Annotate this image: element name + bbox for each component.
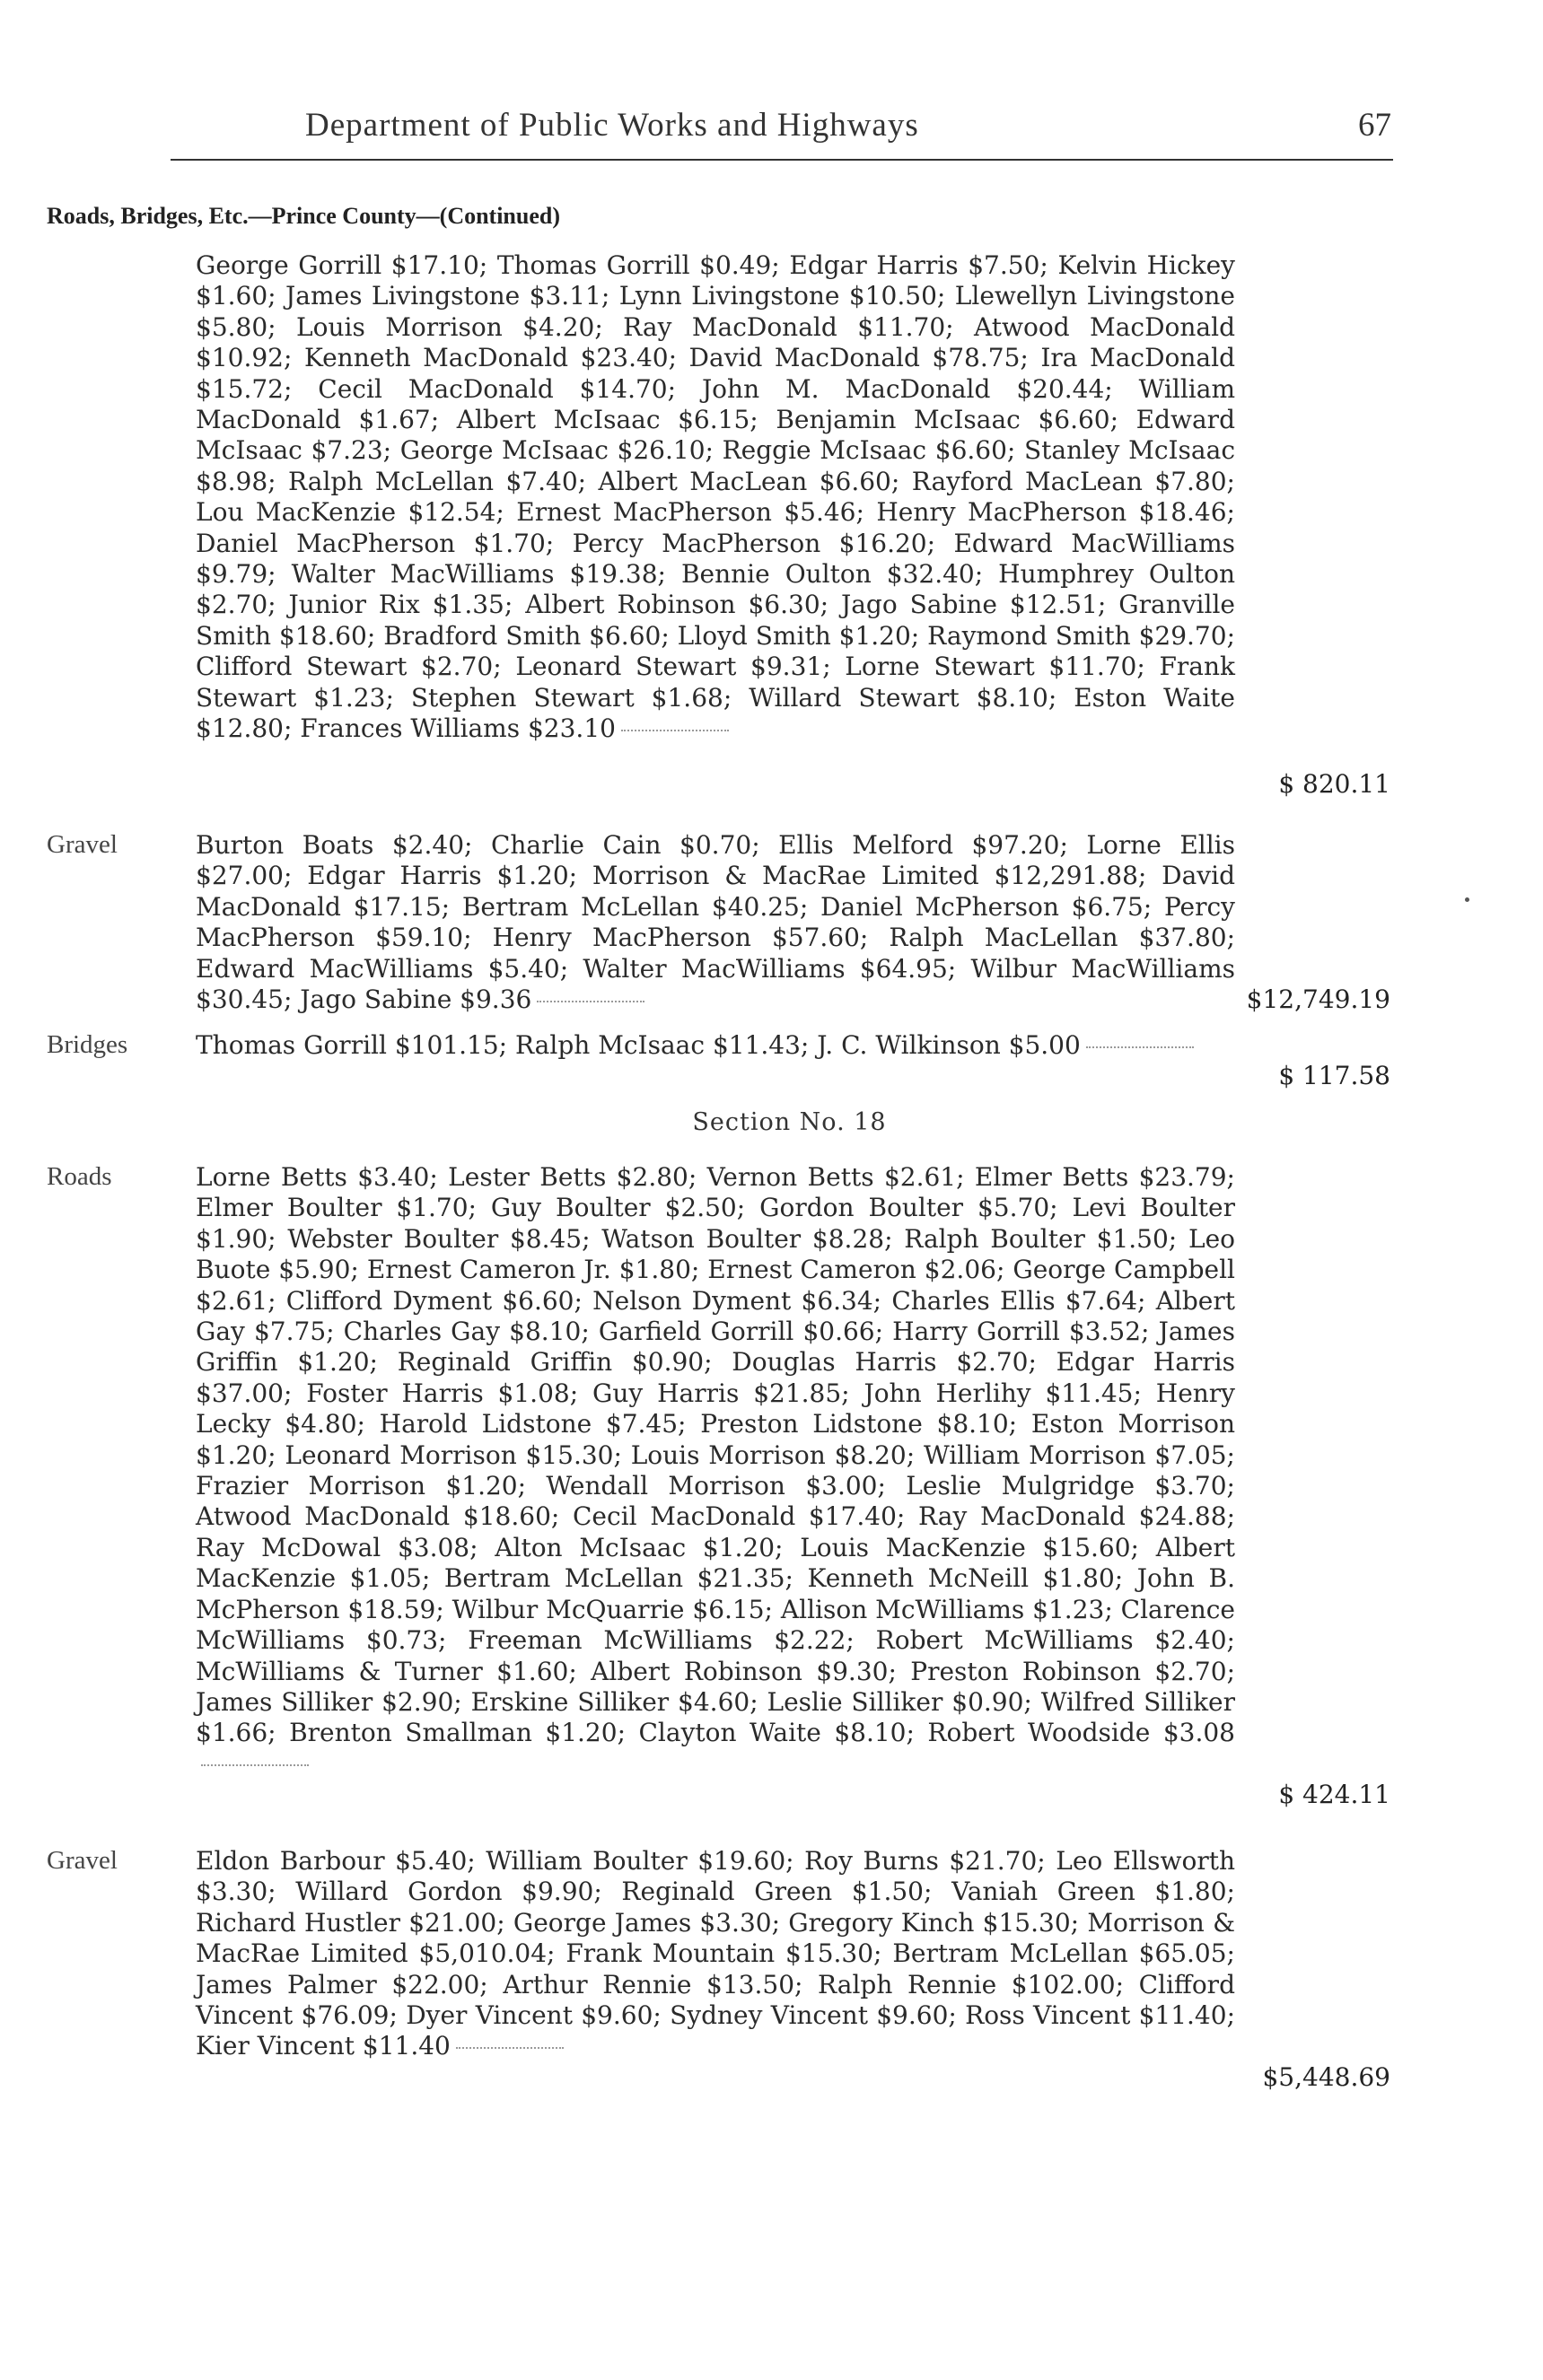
entry-total: $ 424.11	[1278, 1780, 1390, 1809]
dot-leader	[537, 1001, 644, 1002]
entry-text: Lorne Betts $3.40; Lester Betts $2.80; Vernon Betts $2.61; Elmer Betts $23.79; Elmer Boulter $1.70; Guy Boulter $2.50; Gordon Boulter $5.70; Levi Boulter $1.90; Webster Boulter $8.45; Watson Boulter $8.28; Ralph Boulter $1.50; Leo Buote $5.90; Ernest Cameron Jr. $1.80; Ernest Cameron $2.06; George Campbell $2.61; Clifford Dyment $6.60; Nelson Dyment $6.34; Charles Ellis $7.64; Albert Gay $7.75; Charles Gay $8.10; Garfield Gorrill $0.66; Harry Gorrill $3.52; James Griffin $1.20; Reginald Griffin $0.90; Douglas Harris $2.70; Edgar Harris $37.00; Foster Harris $1.08; Guy Harris $21.85; John Herlihy $11.45; Henry Lecky $4.80; Harold Lidstone $7.45; Preston Lidstone $8.10; Eston Morrison $1.20; Leonard Morrison $15.30; Louis Morrison $8.20; William Morrison $7.05; Frazier Morrison $1.20; Wendall Morrison $3.00; Leslie Mulgridge $3.70; Atwood MacDonald $18.60; Cecil MacDonald $17.40; Ray MacDonald $24.88; Ray McDowal $3.08; Alton McIsaac $1.20; Louis MacKenzie $15.60; Albert MacKenzie $1.05; Bertram McLellan $21.35; Kenneth McNeill $1.80; John B. McPherson $18.59; Wilbur McQuarrie $6.15; Allison McWilliams $1.23; Clarence McWilliams $0.73; Freeman McWilliams $2.22; Robert McWilliams $2.40; McWilliams & Turner $1.60; Albert Robinson $9.30; Preston Robinson $2.70; James Silliker $2.90; Erskine Silliker $4.60; Leslie Silliker $0.90; Wilfred Silliker $1.66; Brenton Smallman $1.20; Clayton Waite $8.10; Robert Woodside $3.08	[196, 1162, 1235, 1780]
entry-text: Burton Boats $2.40; Charlie Cain $0.70; Ellis Melford $97.20; Lorne Ellis $27.00; Edgar Harris $1.20; Morrison & MacRae Limited $12,291.88; David MacDonald $17.15; Bertram McLellan $40.25; Daniel McPherson $6.75; Percy MacPherson $59.10; Henry MacPherson $57.60; Ralph MacLellan $37.80; Edward MacWilliams $5.40; Walter MacWilliams $64.95; Wilbur MacWilliams $30.45; Jago Sabine $9.36	[196, 830, 1235, 1015]
entry-total: $ 117.58	[1278, 1061, 1390, 1090]
page-number: 67	[1358, 107, 1391, 144]
section-subheading: Section No. 18	[692, 1108, 887, 1136]
ink-speck	[1465, 897, 1469, 902]
header-rule	[171, 159, 1393, 161]
entry-label: Bridges	[47, 1030, 128, 1059]
running-title: Department of Public Works and Highways	[305, 107, 919, 144]
dot-leader	[201, 1764, 309, 1766]
entry-text: Thomas Gorrill $101.15; Ralph McIsaac $11.43; J. C. Wilkinson $5.00	[196, 1030, 1235, 1061]
entry-total: $12,749.19	[1246, 984, 1390, 1014]
entry-label: Gravel	[47, 1846, 118, 1875]
section-heading: Roads, Bridges, Etc.—Prince County—(Continued)	[47, 203, 561, 229]
entry-label: Gravel	[47, 830, 118, 859]
entry-text: George Gorrill $17.10; Thomas Gorrill $0.49; Edgar Harris $7.50; Kelvin Hickey $1.60; James Livingstone $3.11; Lynn Livingstone $10.50; Llewellyn Livingstone $5.80; Louis Morrison $4.20; Ray MacDonald $11.70; Atwood MacDonald $10.92; Kenneth MacDonald $23.40; David MacDonald $78.75; Ira MacDonald $15.72; Cecil MacDonald $14.70; John M. MacDonald $20.44; William MacDonald $1.67; Albert McIsaac $6.15; Benjamin McIsaac $6.60; Edward McIsaac $7.23; George McIsaac $26.10; Reggie McIsaac $6.60; Stanley McIsaac $8.98; Ralph McLellan $7.40; Albert MacLean $6.60; Rayford MacLean $7.80; Lou MacKenzie $12.54; Ernest MacPherson $5.46; Henry MacPherson $18.46; Daniel MacPherson $1.70; Percy MacPherson $16.20; Edward MacWilliams $9.79; Walter MacWilliams $19.38; Bennie Oulton $32.40; Humphrey Oulton $2.70; Junior Rix $1.35; Albert Robinson $6.30; Jago Sabine $12.51; Granville Smith $18.60; Bradford Smith $6.60; Lloyd Smith $1.20; Raymond Smith $29.70; Clifford Stewart $2.70; Leonard Stewart $9.31; Lorne Stewart $11.70; Frank Stewart $1.23; Stephen Stewart $1.68; Willard Stewart $8.10; Eston Waite $12.80; Frances Williams $23.10	[196, 250, 1235, 744]
entry-text: Eldon Barbour $5.40; William Boulter $19.60; Roy Burns $21.70; Leo Ellsworth $3.30; Willard Gordon $9.90; Reginald Green $1.50; Vaniah Green $1.80; Richard Hustler $21.00; George James $3.30; Gregory Kinch $15.30; Morrison & MacRae Limited $5,010.04; Frank Mountain $15.30; Bertram McLellan $65.05; James Palmer $22.00; Arthur Rennie $13.50; Ralph Rennie $102.00; Clifford Vincent $76.09; Dyer Vincent $9.60; Sydney Vincent $9.60; Ross Vincent $11.40; Kier Vincent $11.40	[196, 1846, 1235, 2061]
dot-leader	[1086, 1046, 1194, 1048]
entry-total: $5,448.69	[1262, 2062, 1390, 2092]
entry-label: Roads	[47, 1162, 112, 1191]
dot-leader	[456, 2047, 564, 2049]
entry-total: $ 820.11	[1278, 769, 1390, 799]
page-header	[171, 106, 1391, 160]
dot-leader	[621, 730, 729, 731]
